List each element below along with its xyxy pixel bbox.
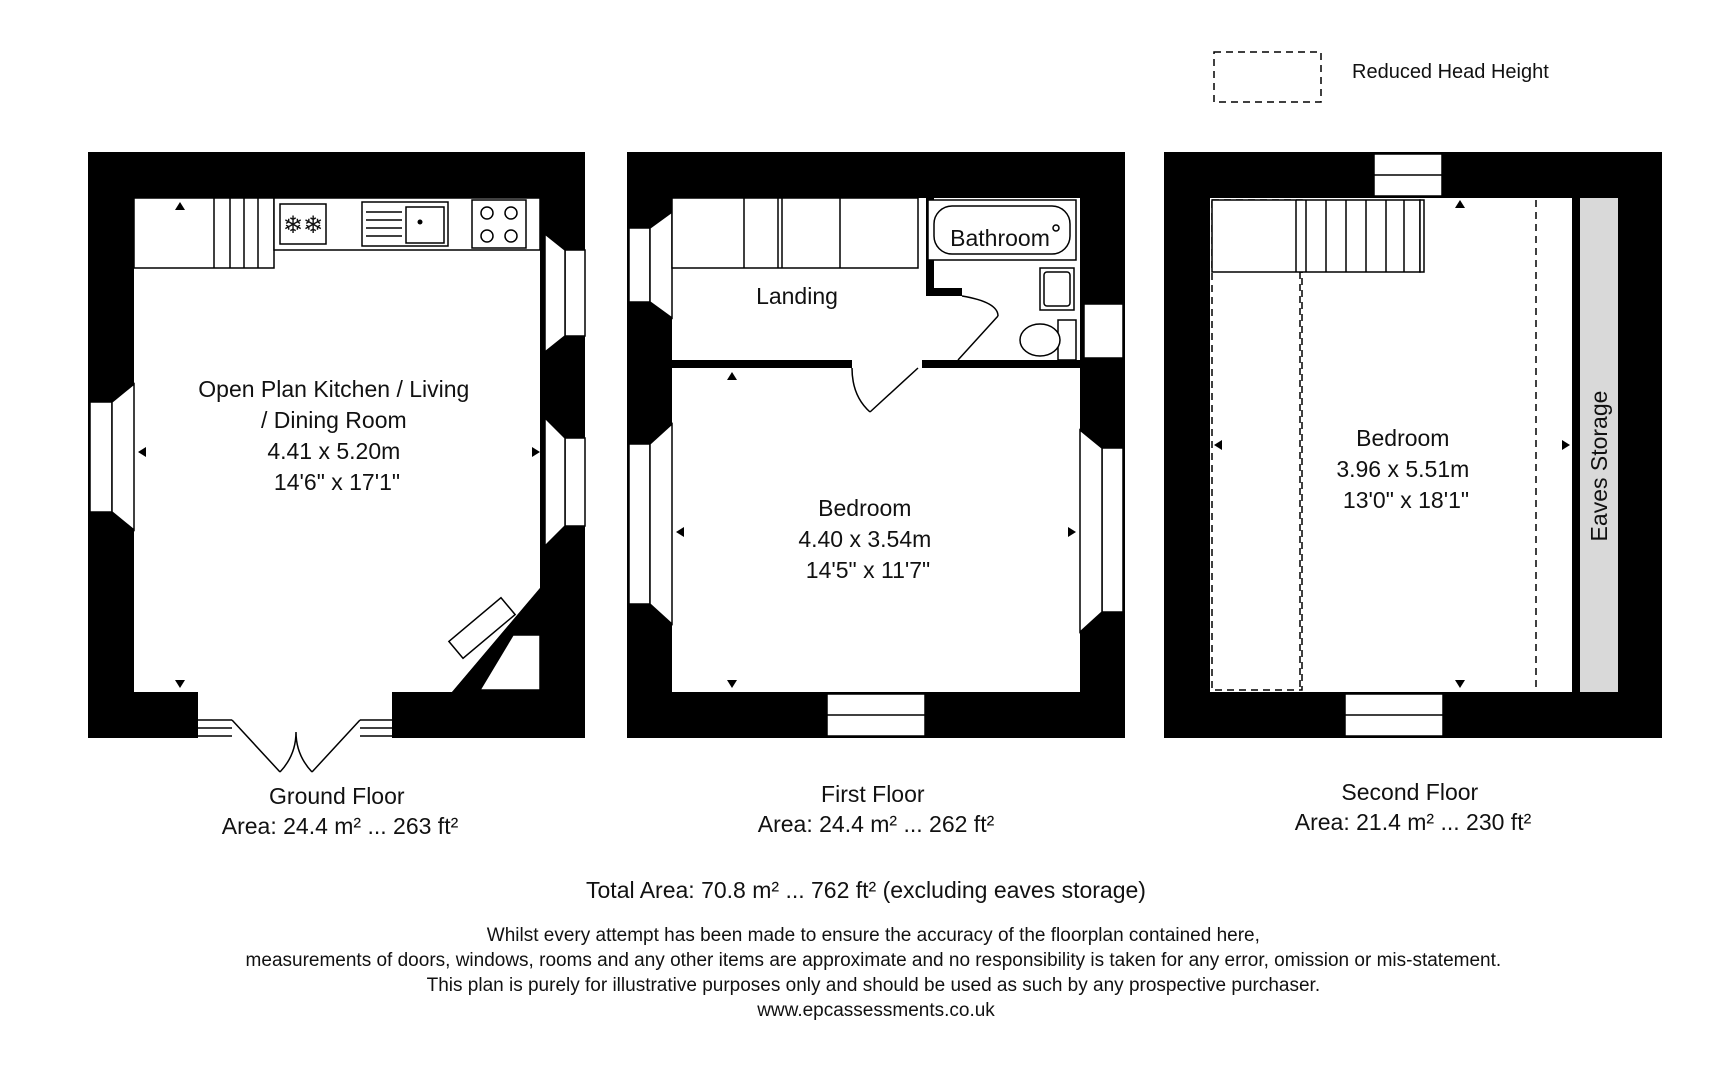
ground-floor-window-left-splay (112, 384, 134, 530)
first-floor-partition-right (922, 360, 1080, 368)
first-floor-window-left-top-splay (650, 212, 672, 318)
second-floor-bedroom-imperial: 13'0" x 18'1" (1342, 487, 1470, 513)
ground-floor-plan (88, 152, 585, 839)
ground-floor-window-right-mid (565, 438, 585, 526)
first-floor-bedroom-imperial: 14'5" x 11'7" (805, 557, 931, 583)
disclaimer-line-1: Whilst every attempt has been made to ensure the accuracy of the floorplan contained here, (486, 925, 1260, 946)
first-floor-name: First Floor (821, 781, 925, 807)
first-floor-bedroom-name: Bedroom (818, 495, 912, 521)
hob-icon (472, 200, 526, 248)
ground-floor-window-right-mid-splay (545, 418, 565, 546)
ground-floor-caption (222, 783, 459, 839)
first-floor-window-right-splay (1080, 430, 1102, 632)
ground-floor-window-left (90, 402, 112, 512)
eaves-storage-label: Eaves Storage (1586, 390, 1612, 542)
ground-floor-room-name-2: / Dining Room (260, 407, 407, 433)
ground-floor-room-metric: 4.41 x 5.20m (267, 438, 401, 464)
ground-floor-room-name-1: Open Plan Kitchen / Living (198, 376, 470, 402)
first-floor-area: Area: 24.4 m² ... 262 ft² (757, 811, 995, 837)
second-floor-bedroom-metric: 3.96 x 5.51m (1336, 456, 1470, 482)
disclaimer-line-2: measurements of doors, windows, rooms and any other items are approximate and no responsibility is taken for any error, omission or mis-statement. (245, 950, 1502, 971)
first-floor-window-left-top (629, 228, 650, 302)
second-floor-area: Area: 21.4 m² ... 230 ft² (1294, 809, 1532, 835)
freezer-snowflake-icon: ❄❄ (282, 212, 324, 239)
ground-floor-window-right-top-splay (545, 234, 565, 352)
first-floor-wardrobe (672, 198, 918, 268)
first-floor-window-left (629, 444, 650, 604)
ground-floor-french-doors (198, 720, 392, 772)
first-floor-bedroom-label (798, 495, 937, 583)
ground-floor-window-right-top (565, 250, 585, 336)
ground-floor-area: Area: 24.4 m² ... 263 ft² (221, 813, 459, 839)
second-floor-caption (1295, 779, 1532, 835)
legend-dashed-box (1214, 52, 1321, 102)
landing-label: Landing (756, 283, 838, 309)
bathroom-label: Bathroom (950, 225, 1050, 251)
second-floor-bedroom-label (1336, 425, 1475, 513)
ground-floor-name: Ground Floor (269, 783, 405, 809)
bedroom-door (870, 368, 918, 412)
ground-floor-kitchen-unit (134, 198, 274, 268)
first-floor-window-bathroom (1084, 304, 1123, 358)
website-link: www.epcassessments.co.uk (757, 1000, 995, 1021)
reduced-head-height-left (1212, 200, 1302, 690)
bathroom-door (958, 316, 998, 360)
total-area: Total Area: 70.8 m² ... 762 ft² (excluding eaves storage) (586, 877, 1146, 903)
second-floor-bedroom-name: Bedroom (1356, 425, 1450, 451)
first-floor-caption (758, 781, 995, 837)
ground-floor-room-imperial: 14'6" x 17'1" (273, 469, 401, 495)
second-floor-stairs (1212, 200, 1420, 272)
disclaimer-line-3: This plan is purely for illustrative purposes only and should be used as such by any prospective purchaser. (426, 975, 1321, 996)
first-floor-window-left-splay (650, 424, 672, 624)
legend-label: Reduced Head Height (1352, 61, 1549, 83)
first-floor-bedroom-metric: 4.40 x 3.54m (798, 526, 932, 552)
second-floor-plan (1164, 152, 1662, 835)
toilet-icon (1020, 324, 1060, 356)
second-floor-name: Second Floor (1341, 779, 1479, 805)
first-floor-plan (627, 152, 1125, 837)
legend (1214, 52, 1549, 102)
first-floor-partition-left (672, 360, 852, 368)
first-floor-window-right (1102, 448, 1123, 612)
eaves-wall (1572, 198, 1580, 692)
disclaimer (246, 925, 1507, 1021)
